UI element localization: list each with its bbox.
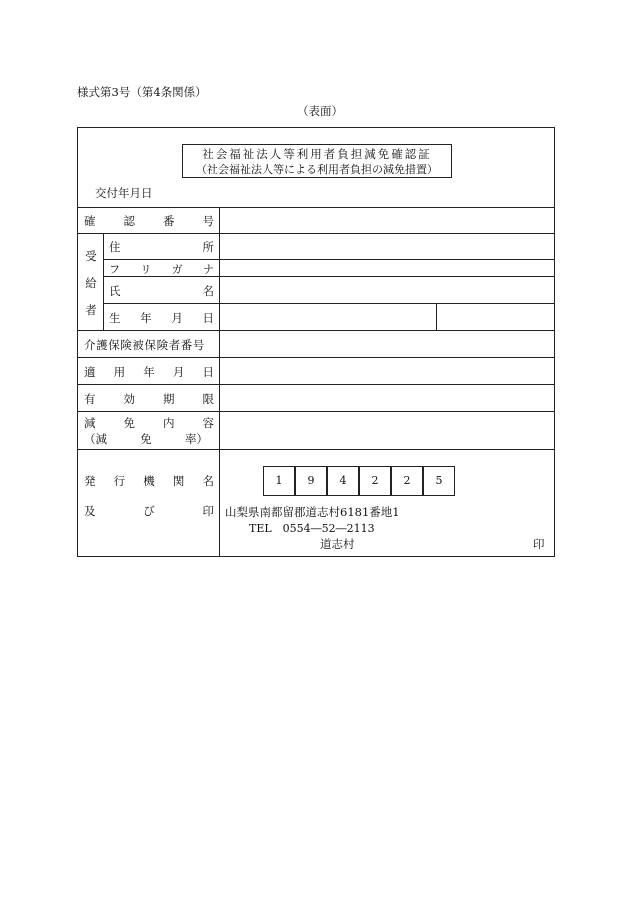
divider [77,411,555,412]
column-divider [219,207,220,557]
title-box [182,144,452,178]
address-label: 住 所 [109,240,214,254]
issuer-seal-label: 及 び 印 [84,504,214,518]
issuer-code-digit: 9 [295,466,327,496]
divider [77,330,555,331]
birthdate-label: 生 年 月 日 [109,311,214,325]
issuer-tel: TEL 0554―52―2113 [249,522,375,535]
title-main: 社会福祉法人等利用者負担減免確認証 [202,147,432,161]
divider [77,384,555,385]
divider [103,303,555,304]
divider [77,449,555,450]
column-divider [436,303,437,330]
side-label: （表面） [297,104,343,118]
recipient-label: 受 給 者 [85,249,97,317]
form-id: 様式第3号（第4条関係） [77,85,207,99]
column-divider [103,233,104,330]
name-label: 氏 名 [109,284,214,298]
divider [77,233,555,234]
issuer-code-digit: 2 [391,466,423,496]
issuer-address: 山梨県南都留郡道志村6181番地1 [225,505,400,519]
divider [77,357,555,358]
issuer-code-digit: 1 [263,466,295,496]
furigana-label: フ リ ガ ナ [109,263,214,276]
confirmation-number-label: 確 認 番 号 [84,214,214,228]
divider [103,259,555,260]
issuer-label: 発 行 機 関 名 [84,474,214,488]
divider [77,207,555,208]
seal-mark: 印 [533,537,545,551]
title-sub: （社会福祉法人等による利用者負担の減免措置） [196,163,438,176]
issuer-code-digit: 4 [327,466,359,496]
issuer-code-digit: 5 [423,466,455,496]
insured-number-label: 介護保険被保険者番号 [84,338,205,352]
issuer-code-digit: 2 [359,466,391,496]
valid-period-label: 有 効 期 限 [84,392,214,406]
apply-date-label: 適 用 年 月 日 [84,365,214,379]
issuer-name: 道志村 [320,537,355,551]
reduction-content-label: 減 免 内 容 [84,416,214,430]
reduction-rate-label: （減 免 率） [84,432,208,446]
issue-date-label: 交付年月日 [95,186,153,200]
